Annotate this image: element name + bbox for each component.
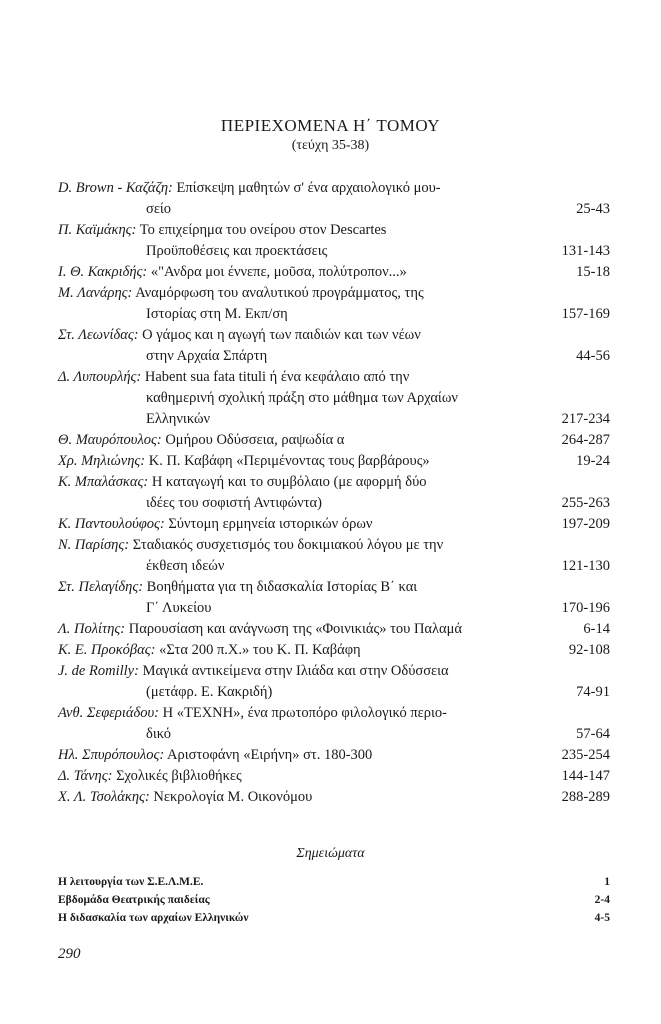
toc-title: Σχολικές βιβλιοθήκες [116,768,242,784]
note-label: Η λειτουργία των Σ.Ε.Λ.Μ.Ε. [58,876,204,888]
toc-title: Νεκρολογία Μ. Οικονόμου [153,789,313,805]
toc-author: Δ. Τάνης: [58,768,113,784]
toc-pages: 144-147 [561,768,610,784]
toc-entry-line [58,199,610,220]
toc-pages: 264-287 [561,432,610,448]
notes-title: Σημειώματα [296,846,365,861]
toc-entry [58,220,610,262]
toc-pages: 57-64 [576,726,610,742]
toc-entry [58,430,610,451]
toc-author: Χρ. Μηλιώνης: [58,453,146,469]
toc-entry [58,283,610,325]
toc-entry-line [58,220,610,241]
toc-title: «Στα 200 π.Χ.» του Κ. Π. Καβάφη [159,642,361,658]
toc-entry-line [58,472,610,493]
toc-entry-line [58,577,610,598]
toc-pages: 19-24 [576,453,610,469]
toc-title: Η καταγωγή και το συμβόλαιο (με αφορμή δύο [151,474,427,490]
toc-title: Ελληνικών [146,411,211,427]
toc-title: έκθεση ιδεών [146,558,225,574]
toc-pages: 131-143 [561,243,610,259]
toc-entry-line [58,430,610,451]
toc-entry-line [58,346,610,367]
toc-pages: 15-18 [576,264,610,280]
toc-author: J. de Romilly: [58,663,139,679]
page-subtitle: (τεύχη 35-38) [291,138,370,153]
toc-entry-line [58,598,610,619]
toc-entry-line [58,787,610,808]
toc-entry [58,787,610,808]
toc-entry-line [58,724,610,745]
table-of-contents [58,178,610,808]
toc-title: Σταδιακός συσχετισμός του δοκιμιακού λόγου με την [132,537,444,553]
toc-entry [58,535,610,577]
toc-entry [58,367,610,430]
toc-author: Δ. Λυπουρλής: [58,369,142,385]
toc-entry [58,472,610,514]
toc-title: Η «ΤΕΧΝΗ», ένα πρωτοπόρο φιλολογικό περιο- [162,705,447,721]
toc-title: (μετάφρ. Ε. Κακριδή) [146,684,273,700]
toc-author: Στ. Πελαγίδης: [58,579,144,595]
toc-entry-line [58,304,610,325]
toc-title: Γ΄ Λυκείου [146,600,212,616]
note-pages: 1 [604,876,610,888]
toc-author: Χ. Λ. Τσολάκης: [58,789,150,805]
toc-entry [58,640,610,661]
toc-entry [58,577,610,619]
toc-entry [58,745,610,766]
note-item [58,909,610,927]
toc-title: Ο γάμος και η αγωγή των παιδιών και των νέων [142,327,421,343]
toc-author: Στ. Λεωνίδας: [58,327,139,343]
toc-title: ιδέες του σοφιστή Αντιφώντα) [146,495,322,511]
toc-pages: 121-130 [561,558,610,574]
toc-title: Κ. Π. Καβάφη «Περιμένοντας τους βαρβάρους» [148,453,430,469]
toc-pages: 170-196 [561,600,610,616]
toc-title: Επίσκεψη μαθητών σ' ένα αρχαιολογικό μου- [176,180,441,196]
toc-pages: 255-263 [561,495,610,511]
toc-pages: 74-91 [576,684,610,700]
toc-entry-line [58,451,610,472]
note-pages: 4-5 [594,912,610,924]
toc-title: Αναμόρφωση του αναλυτικού προγράμματος, της [135,285,424,301]
toc-entry-line [58,493,610,514]
toc-author: Ηλ. Σπυρόπουλος: [58,747,165,763]
toc-entry-line [58,703,610,724]
toc-entry-line [58,556,610,577]
toc-title: Habent sua fata tituli ή ένα κεφάλαιο από την [144,369,410,385]
toc-entry-line [58,535,610,556]
toc-pages: 197-209 [561,516,610,532]
toc-entry-line [58,682,610,703]
toc-title: Μαγικά αντικείμενα στην Ιλιάδα και στην Οδύσσεια [142,663,449,679]
toc-entry-line [58,241,610,262]
toc-title: δικό [146,726,171,742]
toc-pages: 92-108 [568,642,610,658]
toc-author: Π. Καϊμάκης: [58,222,137,238]
toc-title: στην Αρχαία Σπάρτη [146,348,268,364]
toc-entry [58,262,610,283]
toc-entry [58,451,610,472]
toc-title: Το επιχείρημα του ονείρου στον Descartes [139,222,387,238]
toc-author: D. Brown - Καζάζη: [58,180,173,196]
toc-author: Ν. Παρίσης: [58,537,130,553]
toc-author: Ανθ. Σεφεριάδου: [58,705,160,721]
toc-entry-line [58,640,610,661]
toc-entry-line [58,745,610,766]
toc-entry [58,619,610,640]
toc-entry-line [58,661,610,682]
toc-title: Παρουσίαση και ανάγνωση της «Φοινικιάς» του Παλαμά [128,621,463,637]
toc-entry-line [58,514,610,535]
toc-pages: 235-254 [561,747,610,763]
toc-entry-line [58,325,610,346]
toc-title: Σύντομη ερμηνεία ιστορικών όρων [168,516,373,532]
toc-pages: 288-289 [561,789,610,805]
toc-title: Προϋποθέσεις και προεκτάσεις [146,243,328,259]
toc-pages: 25-43 [576,201,610,217]
notes-list [58,873,610,927]
toc-title: Αριστοφάνη «Ειρήνη» στ. 180-300 [167,747,373,763]
toc-entry-line [58,619,610,640]
toc-author: Κ. Μπαλάσκας: [58,474,149,490]
toc-entry-line [58,283,610,304]
toc-entry-line [58,178,610,199]
toc-entry [58,703,610,745]
toc-entry-line [58,367,610,388]
note-item [58,873,610,891]
toc-entry-line [58,262,610,283]
toc-entry [58,661,610,703]
toc-title: Ομήρου Οδύσσεια, ραψωδία α [165,432,345,448]
toc-title: Ιστορίας στη Μ. Εκπ/ση [146,306,288,322]
toc-pages: 44-56 [576,348,610,364]
toc-entry-line [58,388,610,409]
toc-author: Κ. Παντουλούφος: [58,516,165,532]
toc-title: σείο [146,201,172,217]
toc-author: Ι. Θ. Κακριδής: [58,264,148,280]
toc-pages: 157-169 [561,306,610,322]
toc-entry-line [58,766,610,787]
toc-author: Κ. Ε. Προκόβας: [58,642,156,658]
page-title: ΠΕΡΙΕΧΟΜΕΝΑ Η΄ ΤΟΜΟΥ [220,116,441,135]
toc-entry [58,178,610,220]
toc-author: Λ. Πολίτης: [58,621,126,637]
toc-title: Βοηθήματα για τη διδασκαλία Ιστορίας Β΄ και [146,579,418,595]
toc-pages: 6-14 [583,621,610,637]
note-pages: 2-4 [594,894,610,906]
note-label: Η διδασκαλία των αρχαίων Ελληνικών [58,912,249,924]
toc-author: Μ. Λανάρης: [58,285,133,301]
toc-title: καθημερινή σχολική πράξη στο μάθημα των Αρχαίων [146,390,458,406]
toc-author: Θ. Μαυρόπουλος: [58,432,162,448]
toc-entry [58,514,610,535]
note-label: Εβδομάδα Θεατρικής παιδείας [58,894,210,906]
page-number: 290 [58,946,81,962]
note-item [58,891,610,909]
toc-pages: 217-234 [561,411,610,427]
toc-title: «"Ανδρα μοι έννεπε, μοῦσα, πολύτροπον...» [150,264,407,280]
toc-entry-line [58,409,610,430]
toc-entry [58,766,610,787]
toc-entry [58,325,610,367]
